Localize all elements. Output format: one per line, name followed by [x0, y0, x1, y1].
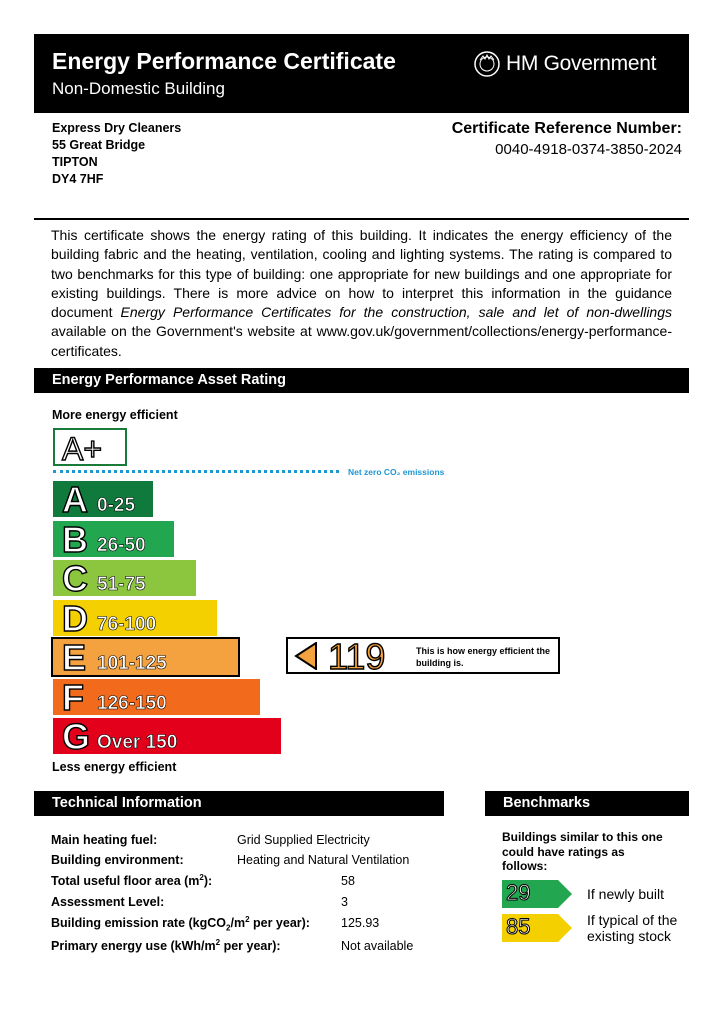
band-letter: G — [62, 716, 91, 757]
benchmark-new — [502, 880, 572, 908]
current-rating-indicator — [286, 636, 560, 677]
certificate-header — [34, 34, 689, 113]
band-letter: D — [62, 597, 88, 639]
building-address — [52, 120, 181, 188]
address-line: Express Dry Cleaners — [52, 121, 182, 135]
band-a — [53, 479, 153, 520]
current-rating-value: 119 — [328, 636, 386, 677]
band-range: 51-75 — [97, 574, 146, 595]
technical-info-heading: Technical Information — [34, 791, 444, 816]
tech-value-floor-area: 58 — [341, 874, 355, 888]
net-zero-line — [53, 470, 339, 473]
guidance-document-title: Energy Performance Certificates for the construction, sale and let of non-dwellings — [120, 304, 672, 321]
band-a-plus-label: A+ — [62, 431, 103, 467]
band-range: 101-125 — [97, 653, 167, 674]
page-subtitle: Non-Domestic Building — [52, 79, 225, 98]
intro-paragraph — [51, 226, 672, 361]
page-title: Energy Performance Certificate — [52, 48, 396, 74]
divider — [34, 218, 689, 220]
tech-value-emission-rate: 125.93 — [341, 916, 380, 930]
asset-rating-heading: Energy Performance Asset Rating — [34, 368, 689, 393]
band-letter: A — [62, 479, 88, 520]
current-rating-note: This is how energy efficient the building is. — [416, 646, 551, 668]
address-line: DY4 7HF — [52, 172, 104, 186]
royal-crest-icon — [474, 51, 500, 77]
band-e — [53, 637, 238, 678]
intro-text-end: available on the Government's website at www.gov.uk/government/collections/energy-performance-certificates. — [51, 323, 672, 359]
more-efficient-label: More energy efficient — [52, 408, 178, 422]
band-f — [53, 676, 260, 718]
certificate-reference-label: Certificate Reference Number: — [451, 120, 682, 137]
tech-label-environment: Building environment: — [51, 853, 184, 867]
benchmark-existing-value: 85 — [506, 914, 531, 939]
net-zero-label: Net zero CO₂ emissions — [348, 467, 445, 477]
band-letter: B — [62, 518, 88, 560]
band-range: 76-100 — [97, 613, 157, 635]
intro-text: This certificate shows the energy rating of this building. It indicates the energy efficiency of the building fabric and the heating, ventilation, cooling and lighting systems. The rating is compared to two benchmarks for this type of building: one appropriate for new buildings and one appropriate for existing buildings. There is more advice on how to interpret this information in the guidance document — [51, 227, 672, 321]
band-range: 0-25 — [97, 495, 136, 516]
band-letter: C — [62, 558, 88, 599]
tech-label-heating-fuel: Main heating fuel: — [51, 833, 158, 847]
band-c — [53, 558, 196, 599]
band-range: 126-150 — [97, 692, 167, 714]
band-b — [53, 518, 174, 560]
tech-value-heating-fuel: Grid Supplied Electricity — [237, 833, 370, 847]
tech-value-environment: Heating and Natural Ventilation — [237, 853, 410, 867]
logo-text: HM Government — [506, 52, 657, 75]
tech-label-emission-rate: Building emission rate ($kgCO_2/m^2$ per year): — [51, 914, 310, 933]
band-letter: E — [62, 637, 87, 678]
benchmarks-heading: Benchmarks — [485, 791, 689, 816]
band-range: Over 150 — [97, 732, 178, 753]
band-d — [53, 597, 217, 639]
tech-label-floor-area: Total useful floor area $(m^2)$: — [51, 872, 213, 888]
band-letter: F — [62, 676, 84, 718]
pointer-arrow-icon — [294, 642, 318, 670]
tech-label-primary-energy: Primary energy use ($kWh/m^2$ per year): — [51, 937, 281, 953]
hm-government-logo — [474, 50, 656, 78]
benchmark-new-value: 29 — [506, 880, 531, 905]
band-g — [53, 716, 281, 757]
address-line: 55 Great Bridge — [52, 138, 146, 152]
tech-value-primary-energy: Not available — [341, 939, 414, 953]
less-efficient-label: Less energy efficient — [52, 760, 177, 774]
band-range: 26-50 — [97, 534, 146, 556]
band-a-plus — [53, 428, 127, 466]
benchmark-existing-label: If typical of the existing stock — [587, 912, 678, 944]
address-line: TIPTON — [52, 155, 98, 169]
tech-label-assessment-level: Assessment Level: — [51, 895, 165, 909]
tech-value-assessment-level: 3 — [341, 895, 348, 909]
certificate-reference-number: 0040-4918-0374-3850-2024 — [495, 141, 682, 158]
benchmark-new-label: If newly built — [587, 886, 665, 902]
benchmarks-intro: Buildings similar to this one could have ratings as follows: — [502, 830, 663, 873]
benchmark-existing — [502, 914, 572, 942]
